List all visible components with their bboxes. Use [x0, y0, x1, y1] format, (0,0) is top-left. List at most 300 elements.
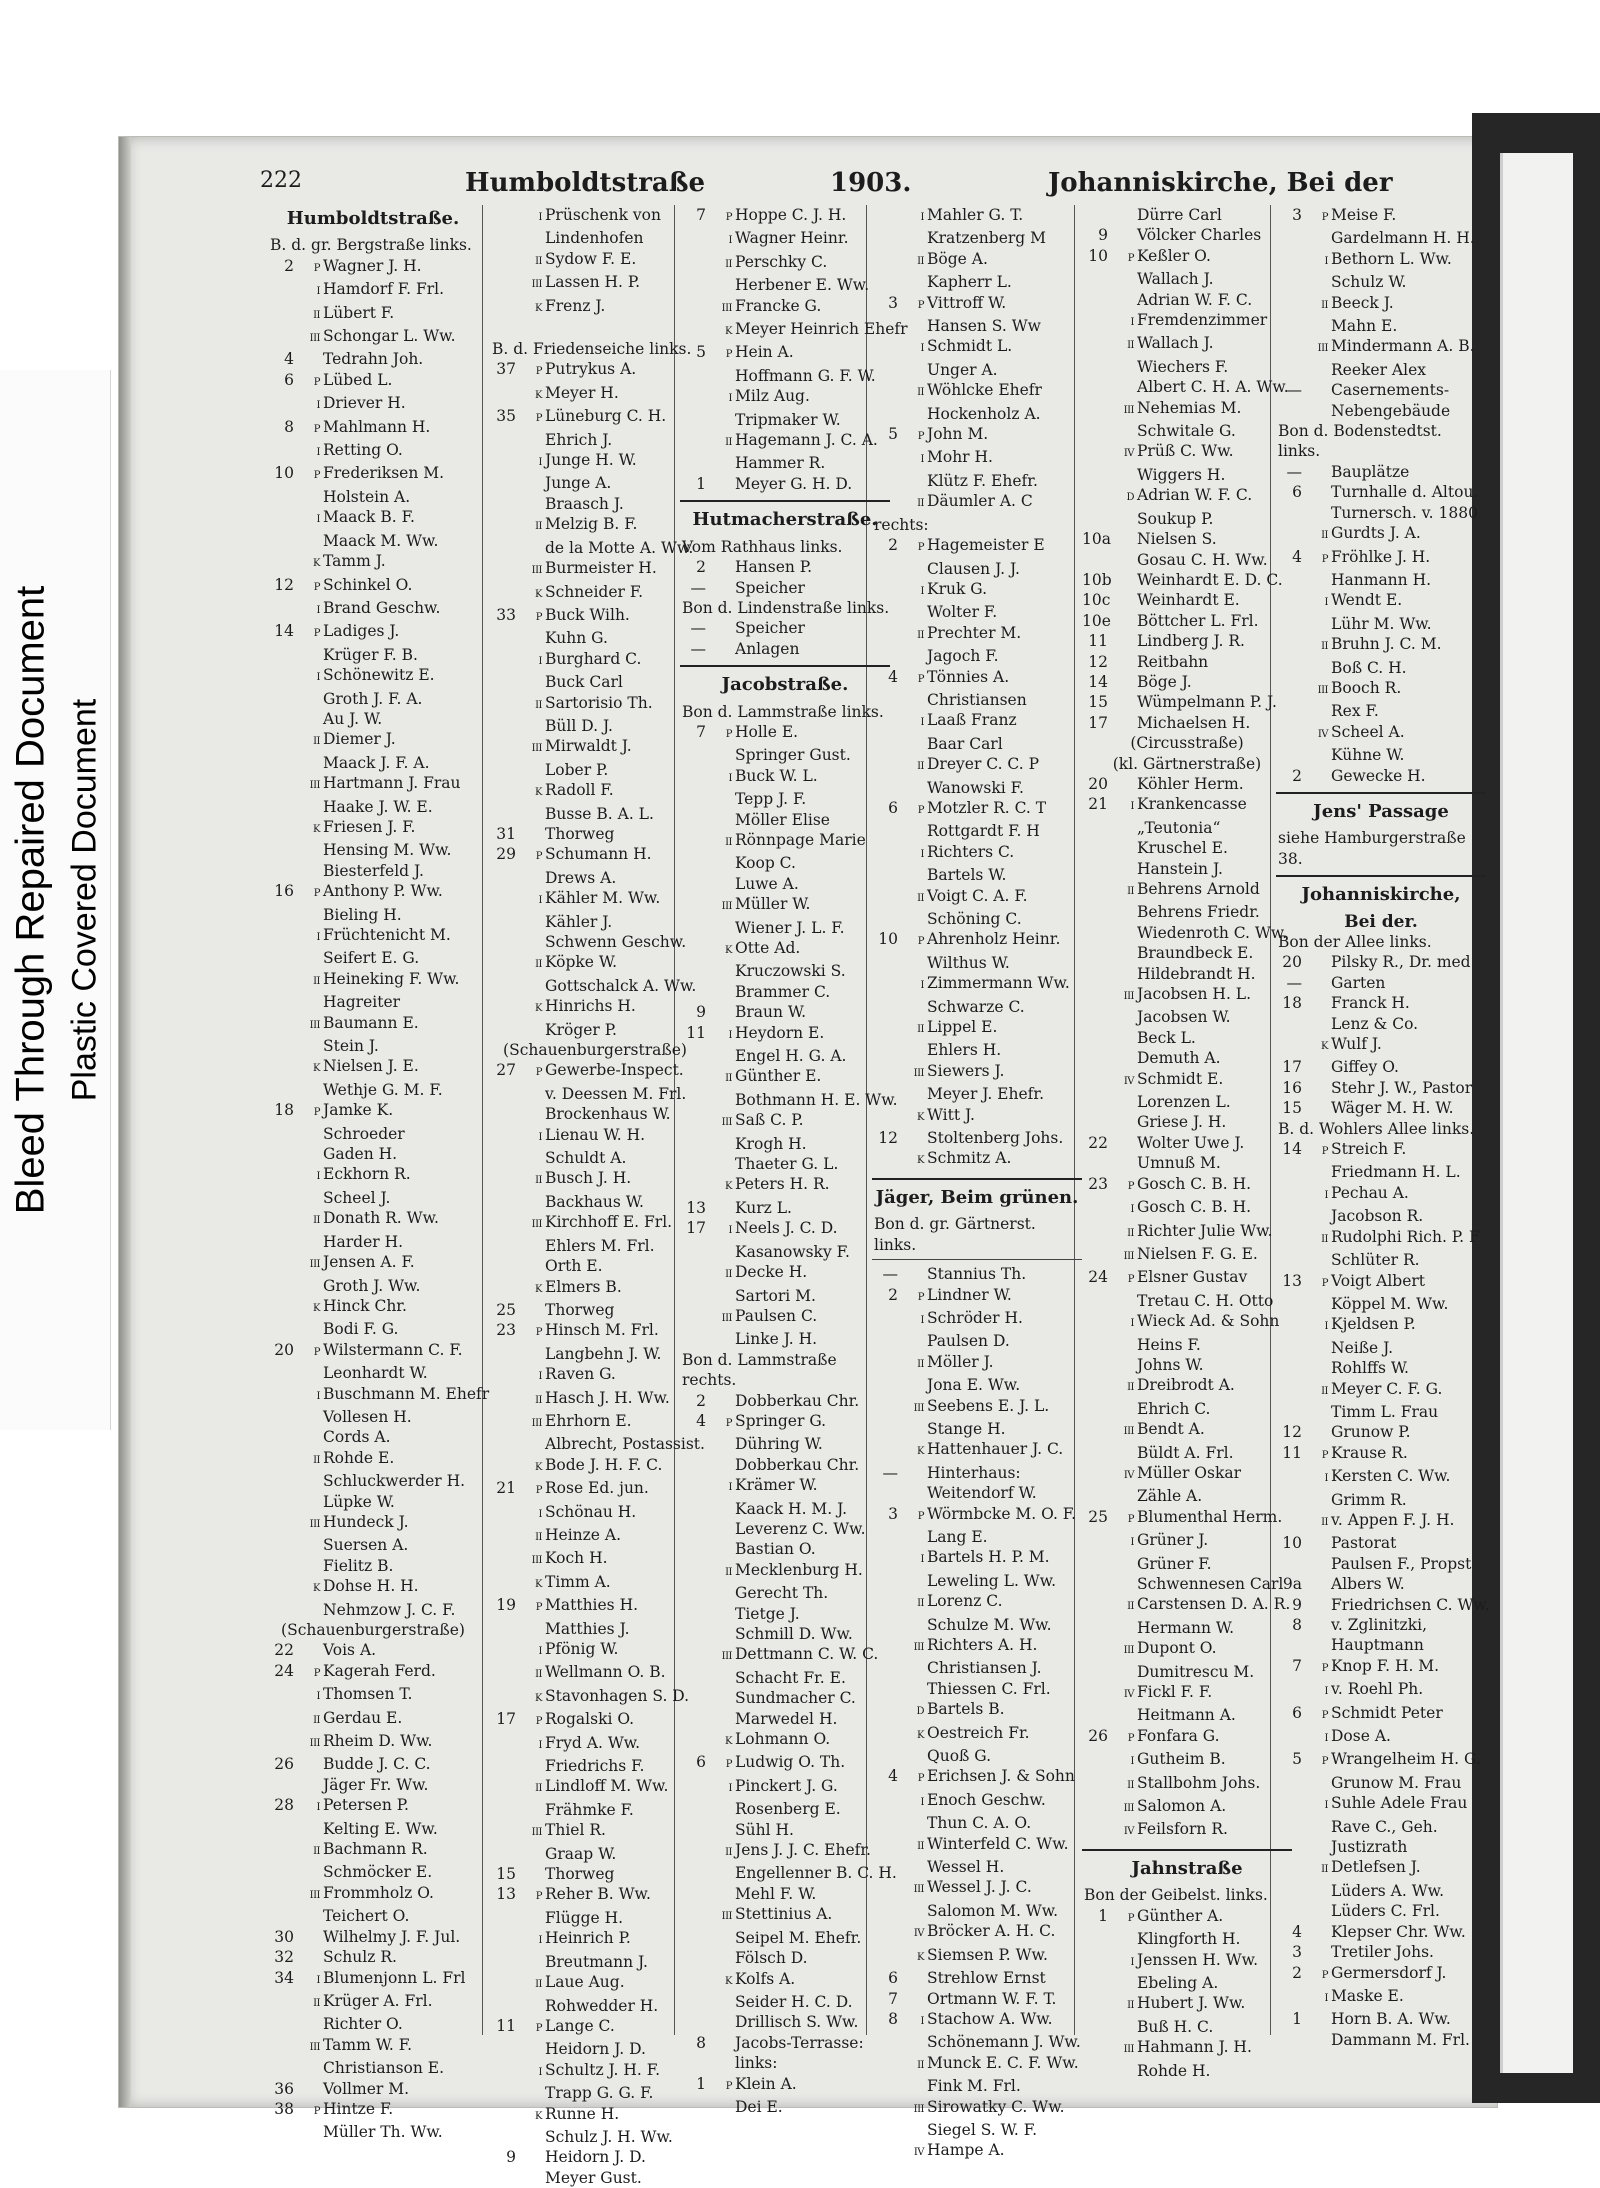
resident-entry: [872, 1017, 1082, 1040]
section-rule: [680, 665, 890, 667]
house-number: 7: [696, 722, 706, 741]
resident-name: Anthony P. Ww.: [323, 882, 443, 901]
resident-name: Milz Aug.: [735, 387, 810, 406]
resident-entry: [680, 2097, 890, 2117]
resident-entry: [680, 1329, 890, 1349]
resident-entry: [490, 1148, 700, 1168]
resident-name: Kjeldsen P.: [1331, 1315, 1416, 1334]
house-number: 4: [888, 1767, 898, 1786]
floor-marker: I: [920, 212, 924, 223]
resident-entry: [680, 1560, 890, 1583]
resident-entry: [1082, 1638, 1292, 1661]
resident-entry: [872, 798, 1082, 821]
resident-entry: [680, 1884, 890, 1904]
resident-entry: [268, 487, 478, 507]
resident-entry: [490, 1548, 700, 1571]
resident-entry: [1082, 509, 1292, 529]
resident-entry: [1276, 1510, 1486, 1533]
floor-marker: K: [535, 302, 542, 314]
resident-name: Braun W.: [735, 1003, 807, 1022]
street-direction-note: rechts:: [874, 515, 929, 534]
resident-name: Mehl F. W.: [735, 1884, 817, 1903]
resident-entry: [268, 1775, 478, 1795]
house-number: 29: [496, 845, 516, 864]
resident-entry: [490, 1884, 700, 1907]
resident-name: Zimmermann Ww.: [927, 974, 1070, 993]
floor-marker: IV: [1123, 448, 1134, 460]
resident-name: Oestreich Fr.: [927, 1723, 1030, 1742]
house-number: 13: [496, 1885, 516, 1904]
resident-entry: [490, 1572, 700, 1595]
resident-entry: [680, 275, 890, 295]
resident-entry: [1082, 357, 1292, 377]
resident-name: Vittroff W.: [927, 293, 1007, 312]
resident-name: Wolter Uwe J.: [1137, 1133, 1245, 1152]
directory-column-4: [872, 205, 1082, 2164]
margin-label-primary: Bleed Through Repaired Document: [8, 585, 53, 1215]
resident-entry: [1082, 570, 1292, 590]
resident-name: Boß C. H.: [1331, 658, 1407, 677]
resident-name: Reeker Alex: [1331, 360, 1426, 379]
resident-entry: [872, 929, 1082, 952]
resident-name: Mohr H.: [927, 448, 993, 467]
resident-entry: [872, 1331, 1082, 1351]
resident-name: Meyer J. Ehefr.: [927, 1085, 1045, 1104]
resident-name: Weitendorf W.: [927, 1484, 1037, 1503]
resident-entry: [268, 1471, 478, 1491]
floor-marker: P: [313, 1667, 320, 1679]
resident-entry: [268, 1576, 478, 1599]
resident-entry: [1082, 692, 1292, 712]
resident-entry: [872, 690, 1082, 710]
house-number: 6: [284, 370, 294, 389]
resident-name: Schneider F.: [545, 582, 644, 601]
house-number: 12: [1282, 1423, 1302, 1442]
resident-entry: [680, 1539, 890, 1559]
resident-name: Biesterfeld J.: [323, 861, 424, 880]
resident-entry: [1082, 205, 1292, 225]
cross-street-note: (kl. Gärtnerstraße): [1112, 754, 1262, 773]
resident-entry: [268, 507, 478, 530]
resident-name: Heineking F. Ww.: [323, 969, 460, 988]
resident-name: Frederiksen M.: [323, 464, 445, 483]
floor-marker: I: [316, 1802, 320, 1814]
resident-name: Strehlow Ernst: [927, 1969, 1046, 1988]
floor-marker: IV: [1123, 1689, 1134, 1701]
resident-entry: [680, 1799, 890, 1819]
resident-entry: [872, 1483, 1082, 1503]
floor-marker: P: [313, 628, 320, 640]
floor-marker: P: [917, 299, 924, 311]
resident-entry: [680, 961, 890, 981]
resident-entry: [490, 249, 700, 272]
resident-entry: [1276, 1656, 1486, 1679]
resident-entry: [490, 494, 700, 514]
street-heading: Jens' Passage: [1313, 800, 1449, 822]
resident-entry: [1276, 1942, 1486, 1962]
resident-entry: [1082, 1174, 1292, 1197]
resident-entry: [680, 342, 890, 365]
resident-name: Meyer Heinrich Ehefr: [735, 320, 908, 339]
floor-marker: P: [1321, 1969, 1328, 1981]
resident-name: Dobberkau Chr.: [735, 1391, 860, 1410]
resident-name: Wulf J.: [1331, 1035, 1382, 1054]
resident-entry: [1082, 818, 1292, 838]
house-number: 32: [274, 1948, 294, 1967]
resident-name: Jens J. J. C. Ehefr.: [735, 1841, 871, 1860]
street-heading: Jäger, Beim grünen.: [875, 1186, 1079, 1208]
resident-entry: [1082, 225, 1292, 245]
resident-entry: [268, 1906, 478, 1926]
resident-name: Friesen J. F.: [323, 817, 416, 836]
floor-marker: D: [1126, 492, 1134, 504]
resident-entry: [1082, 1682, 1292, 1705]
resident-entry: [680, 938, 890, 961]
resident-entry: [490, 1320, 700, 1343]
resident-name: Scheel A.: [1331, 722, 1405, 741]
resident-name: Wagner J. H.: [323, 256, 422, 275]
resident-entry: [680, 639, 890, 659]
house-number: 5: [1292, 1750, 1302, 1769]
floor-marker: P: [1321, 1662, 1328, 1674]
floor-marker: P: [1321, 1756, 1328, 1768]
resident-entry: [680, 1624, 890, 1644]
floor-marker: II: [535, 959, 542, 971]
resident-entry: [268, 440, 478, 463]
house-number: 9: [696, 1003, 706, 1022]
house-number: 2: [284, 256, 294, 275]
floor-marker: P: [1321, 553, 1328, 565]
floor-marker: I: [538, 1739, 542, 1751]
resident-name: Rohde E.: [323, 1448, 395, 1467]
resident-entry: [680, 766, 890, 789]
house-number: 2: [1292, 1963, 1302, 1982]
resident-entry: [1082, 441, 1292, 464]
resident-entry: [490, 1256, 700, 1276]
floor-marker: III: [531, 565, 542, 577]
floor-marker: P: [917, 1291, 924, 1303]
resident-entry: [490, 976, 700, 996]
resident-entry: [490, 406, 700, 429]
floor-marker: I: [538, 655, 542, 667]
house-number: 4: [284, 350, 294, 369]
floor-marker: P: [725, 1417, 732, 1429]
resident-name: Adrian W. F. C.: [1137, 290, 1253, 309]
resident-name: Orth E.: [545, 1257, 603, 1276]
margin-label-secondary: Plastic Covered Document: [65, 698, 104, 1102]
floor-marker: II: [313, 1846, 320, 1858]
house-number: 2: [888, 1285, 898, 1304]
street-heading: Hutmacherstraße.: [692, 509, 878, 531]
floor-marker: I: [538, 1646, 542, 1657]
floor-marker: II: [313, 1454, 320, 1466]
resident-entry: [680, 1174, 890, 1197]
resident-entry: [490, 1236, 700, 1256]
resident-entry: [872, 997, 1082, 1017]
street-direction-note: Bon d. Lammstraße rechts.: [682, 1350, 837, 1390]
resident-entry: [1276, 570, 1486, 590]
resident-name: Adrian W. F. C.: [1137, 486, 1253, 505]
resident-name: Maack J. F. A.: [323, 753, 430, 772]
resident-entry: [268, 1164, 478, 1187]
house-number: 4: [696, 1411, 706, 1430]
floor-marker: II: [313, 1997, 320, 2009]
resident-name: Kratzenberg M: [927, 229, 1047, 248]
floor-marker: I: [728, 235, 732, 247]
floor-marker: II: [917, 255, 924, 267]
floor-marker: P: [313, 888, 320, 900]
house-number: 5: [888, 425, 898, 444]
resident-entry: [268, 256, 478, 279]
column-divider: [482, 205, 483, 2035]
floor-marker: P: [535, 366, 542, 378]
resident-entry: [1082, 943, 1292, 963]
resident-entry: [490, 1756, 700, 1776]
floor-marker: I: [728, 1225, 732, 1237]
resident-name: Blumenjonn L. Frl: [323, 1968, 466, 1987]
resident-entry: [680, 296, 890, 319]
cross-street-note: (Circusstraße): [1130, 734, 1244, 753]
resident-name: Donath R. Ww.: [323, 1209, 439, 1228]
house-number: 7: [1292, 1656, 1302, 1675]
resident-entry: [268, 598, 478, 621]
floor-marker: II: [1321, 299, 1328, 311]
floor-marker: P: [535, 1716, 542, 1728]
resident-name: Streich F.: [1331, 1140, 1407, 1159]
resident-name: Hanmann H.: [1331, 570, 1432, 589]
resident-entry: [1082, 1399, 1292, 1419]
resident-entry: [268, 1661, 478, 1684]
resident-entry: [1082, 1112, 1292, 1132]
resident-name: Wiechers F.: [1137, 357, 1229, 376]
resident-name: Bruhn J. C. M.: [1331, 635, 1442, 654]
resident-name: Laaß Franz: [927, 711, 1017, 730]
resident-name: Heinze A.: [545, 1525, 622, 1544]
resident-entry: [1276, 1078, 1486, 1098]
resident-name: Horn B. A. Ww.: [1331, 2010, 1451, 2029]
resident-name: Unger A.: [927, 360, 998, 379]
floor-marker: II: [535, 1669, 542, 1681]
house-number: 12: [1088, 652, 1108, 671]
resident-entry: [490, 538, 700, 558]
resident-name: Carstensen D. A. R.: [1137, 1595, 1291, 1614]
resident-entry: [1276, 293, 1486, 316]
house-number: 14: [274, 622, 294, 641]
resident-name: Böge A.: [927, 249, 988, 268]
section-separator: [872, 1259, 1082, 1260]
resident-name: Mahn E.: [1331, 317, 1398, 336]
resident-entry: [490, 1344, 700, 1364]
resident-entry: [1082, 1221, 1292, 1244]
resident-name: Driever H.: [323, 394, 406, 413]
resident-entry: [680, 1644, 890, 1667]
resident-name: Hanstein J.: [1137, 859, 1223, 878]
resident-entry: [268, 773, 478, 796]
resident-entry: [872, 360, 1082, 380]
resident-entry: [1082, 1092, 1292, 1112]
resident-entry: [680, 1218, 890, 1241]
floor-marker: III: [913, 1402, 924, 1414]
resident-name: Sartorisio Th.: [545, 693, 653, 712]
resident-name: Heins F.: [1137, 1335, 1201, 1354]
resident-entry: [1082, 1443, 1292, 1463]
resident-name: Buck W. L.: [735, 766, 818, 785]
floor-marker: K: [535, 1692, 542, 1704]
floor-marker: I: [538, 1131, 542, 1143]
resident-name: Kagerah Ferd.: [323, 1661, 436, 1680]
house-number: 10: [1282, 1534, 1302, 1553]
resident-name: Hundeck J.: [323, 1512, 409, 1531]
resident-name: Hauptmann: [1331, 1636, 1424, 1655]
resident-entry: [1082, 1048, 1292, 1068]
house-number: 12: [878, 1129, 898, 1148]
resident-name: Radoll F.: [545, 781, 614, 800]
floor-marker: K: [535, 1003, 542, 1015]
resident-name: Wessel H.: [927, 1858, 1005, 1877]
resident-name: Schlüter R.: [1331, 1251, 1420, 1270]
resident-name: Lüders C. Frl.: [1331, 1902, 1440, 1921]
resident-entry: [1276, 1554, 1486, 1574]
resident-entry: [1082, 879, 1292, 902]
resident-name: Lenz & Co.: [1331, 1014, 1419, 1033]
house-number: 6: [888, 798, 898, 817]
resident-entry: [1276, 1358, 1486, 1378]
resident-name: Völcker Charles: [1137, 226, 1262, 245]
resident-entry: [872, 821, 1082, 841]
resident-name: Gardelmann H. H.: [1331, 229, 1475, 248]
resident-entry: [1276, 1615, 1486, 1635]
resident-name: Wörmbcke M. O. F.: [927, 1504, 1077, 1523]
resident-entry: [1276, 745, 1486, 765]
resident-entry: [268, 393, 478, 416]
resident-entry: [490, 1662, 700, 1685]
resident-name: Pilsky R., Dr. med: [1331, 953, 1471, 972]
resident-name: Dobberkau Chr.: [735, 1455, 860, 1474]
resident-name: John M.: [927, 425, 989, 444]
resident-name: Elmers B.: [545, 1277, 622, 1296]
resident-entry: [1276, 503, 1486, 523]
resident-name: Thiessen C. Frl.: [927, 1679, 1051, 1698]
resident-entry: [680, 2012, 890, 2032]
resident-name: Wöhlcke Ehefr: [927, 381, 1042, 400]
resident-name: Günther A.: [1137, 1906, 1224, 1925]
resident-entry: [1276, 1294, 1486, 1314]
resident-name: Wessel J. J. C.: [927, 1878, 1032, 1897]
house-number: 1: [1292, 2010, 1302, 2029]
resident-entry: [872, 2097, 1082, 2120]
house-number: 18: [274, 1101, 294, 1120]
resident-entry: [1276, 1250, 1486, 1270]
resident-name: Lübert F.: [323, 303, 395, 322]
house-number: 8: [284, 417, 294, 436]
resident-entry: [268, 1731, 478, 1754]
resident-entry: [268, 1100, 478, 1123]
resident-entry: [490, 1733, 700, 1756]
resident-name: Fickl F. F.: [1137, 1683, 1213, 1702]
resident-name: Junge A.: [545, 474, 612, 493]
resident-entry: [1082, 1267, 1292, 1290]
floor-marker: II: [1321, 530, 1328, 542]
resident-name: Rogalski O.: [545, 1710, 635, 1729]
resident-name: Nielsen S.: [1137, 530, 1217, 549]
resident-name: Holstein A.: [323, 487, 411, 506]
resident-name: Schmill D. Ww.: [735, 1625, 853, 1643]
resident-entry: [268, 881, 478, 904]
resident-entry: [490, 1972, 700, 1995]
resident-name: Thorweg: [545, 1300, 615, 1319]
resident-name: Petersen P.: [323, 1796, 409, 1815]
resident-name: Gaden H.: [323, 1145, 398, 1164]
floor-marker: K: [917, 1951, 924, 1963]
resident-name: Grunow M. Frau: [1331, 1773, 1462, 1792]
resident-name: Kirchhoff E. Frl.: [545, 1213, 673, 1232]
floor-marker: P: [1321, 1277, 1328, 1289]
resident-entry: [1082, 1973, 1292, 1993]
resident-name: Hinck Chr.: [323, 1296, 407, 1315]
resident-name: Schulz W.: [1331, 273, 1407, 292]
resident-name: Heinrich P.: [545, 1929, 631, 1948]
resident-name: Lassen H. P.: [545, 273, 641, 292]
floor-marker: II: [725, 258, 732, 270]
resident-entry: [490, 1709, 700, 1732]
resident-entry: [268, 1124, 478, 1144]
resident-entry: [680, 252, 890, 275]
resident-entry: [1276, 380, 1486, 400]
resident-name: Burghard C.: [545, 649, 642, 668]
resident-name: Frommholz O.: [323, 1883, 434, 1902]
resident-name: Engel H. G. A.: [735, 1047, 847, 1066]
directory-column-1: [268, 205, 490, 2143]
resident-name: Linke J. H.: [735, 1330, 818, 1349]
resident-entry: [490, 2127, 700, 2147]
resident-entry: [268, 1340, 478, 1363]
resident-entry: [680, 557, 890, 577]
resident-entry: [872, 842, 1082, 865]
floor-marker: II: [917, 1598, 924, 1610]
house-number: 15: [1282, 1099, 1302, 1118]
resident-name: Möller Elise: [735, 810, 830, 829]
floor-marker: II: [725, 836, 732, 848]
house-number: 6: [888, 1969, 898, 1988]
resident-name: Ehlers M. Frl.: [545, 1236, 655, 1255]
cross-street-note: (Schauenburgerstraße): [503, 1041, 687, 1060]
floor-marker: III: [721, 1651, 732, 1663]
resident-entry: [1082, 1773, 1292, 1796]
resident-entry: [872, 336, 1082, 359]
floor-marker: I: [1130, 1204, 1134, 1216]
resident-entry: [872, 734, 1082, 754]
resident-name: Stange H.: [927, 1419, 1006, 1438]
resident-entry: [872, 1547, 1082, 1570]
resident-entry: [1276, 1271, 1486, 1294]
resident-entry: [268, 861, 478, 881]
floor-marker: P: [313, 2105, 320, 2117]
resident-entry: [872, 579, 1082, 602]
resident-entry: [490, 1300, 700, 1320]
resident-entry: [490, 1619, 700, 1639]
resident-entry: [268, 665, 478, 688]
resident-entry: [680, 2074, 890, 2097]
resident-entry: [268, 1795, 478, 1818]
floor-marker: P: [1127, 1912, 1134, 1924]
resident-entry: [1276, 2009, 1486, 2029]
resident-name: Wolter F.: [927, 603, 998, 622]
resident-entry: [268, 1927, 478, 1947]
resident-name: Schluckwerder H.: [323, 1472, 466, 1491]
resident-name: Pechau A.: [1331, 1183, 1409, 1202]
resident-entry: [680, 745, 890, 765]
floor-marker: I: [728, 1482, 732, 1494]
